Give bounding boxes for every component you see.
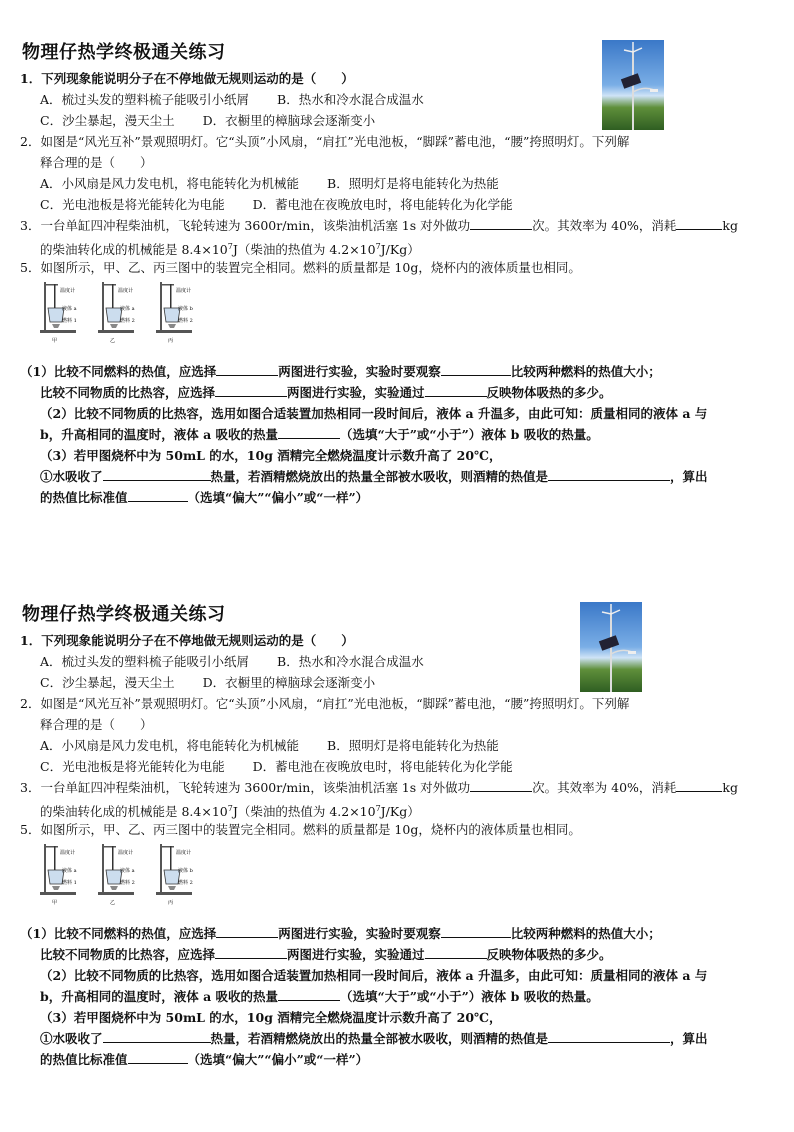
q2-options-cd <box>40 758 513 776</box>
answer-blank[interactable] <box>470 217 532 230</box>
apparatus-jia <box>40 844 77 906</box>
q1-stem: 1．下列现象能说明分子在不停地做无规则运动的是（ ） <box>20 633 354 648</box>
fuel-label: 燃料 1 <box>62 880 77 886</box>
q1-option-d: D．衣橱里的樟脑球会逐渐变小 <box>202 675 376 690</box>
q3-line1: 3．一台单缸四冲程柴油机，飞轮转速为 3600r/min，该柴油机活塞 1s 对外做功 次。其效率为 40%，消耗 kg <box>20 218 738 233</box>
liquid-label: 液体 a <box>62 306 77 312</box>
q1-option-c: C．沙尘暴起，漫天尘土 <box>40 113 175 128</box>
q2-option-a: A．小风扇是风力发电机，将电能转化为机械能 <box>40 738 300 753</box>
experiment-apparatus-figure <box>38 842 218 906</box>
thermometer-label: 温度计 <box>60 850 76 856</box>
answer-blank[interactable] <box>103 468 211 481</box>
q2-stem-line1: 2．如图是“风光互补”景观照明灯。它“头顶”小风扇，“肩扛”光电池板，“脚踩”蓄电池，“腰”挎照明灯。下列解 <box>20 696 630 711</box>
answer-blank[interactable] <box>425 384 487 397</box>
apparatus-bing <box>156 844 193 906</box>
q1-options-ab <box>40 91 424 109</box>
answer-blank[interactable] <box>548 1030 670 1043</box>
answer-blank[interactable] <box>215 384 287 397</box>
q1-stem: 1．下列现象能说明分子在不停地做无规则运动的是（ ） <box>20 71 354 86</box>
fuel-label: 燃料 2 <box>178 318 193 324</box>
answer-blank[interactable] <box>441 925 511 938</box>
q1-option-b: B．热水和冷水混合成温水 <box>277 654 424 669</box>
liquid-label: 液体 b <box>178 868 193 874</box>
figure-label-yi: 乙 <box>110 900 116 906</box>
q2-options-ab <box>40 175 499 193</box>
q1-options-cd <box>40 112 375 130</box>
answer-blank[interactable] <box>278 988 340 1001</box>
q2-stem-line2: 释合理的是（ ） <box>40 155 153 170</box>
street-lamp-photo <box>602 40 664 130</box>
page-title: 物理仔热学终极通关练习 <box>22 604 226 625</box>
answer-blank[interactable] <box>470 779 532 792</box>
q5-part3-line3: 的热值比标准值 （选填“偏大”“偏小”或“一样”） <box>40 490 369 505</box>
q5-part3-line2: ①水吸收了 热量，若酒精燃烧放出的热量全部被水吸收，则酒精的热值是 ，算出 <box>40 1031 708 1046</box>
q5-part3-line1: （3）若甲图烧杯中为 50mL 的水，10g 酒精完全燃烧温度计示数升高了 20℃， <box>40 1010 502 1025</box>
q5-part2-line1: （2）比较不同物质的比热容，选用如图合适装置加热相同一段时间后，液体 a 升温多，由此可知：质量相同的液体 a 与 <box>40 968 708 983</box>
q5-part3-line3: 的热值比标准值 （选填“偏大”“偏小”或“一样”） <box>40 1052 369 1067</box>
q2-option-a: A．小风扇是风力发电机，将电能转化为机械能 <box>40 176 300 191</box>
figure-label-bing: 丙 <box>168 338 174 344</box>
answer-blank[interactable] <box>216 363 278 376</box>
answer-blank[interactable] <box>676 779 722 792</box>
answer-blank[interactable] <box>278 426 340 439</box>
experiment-apparatus-figure <box>38 280 218 344</box>
q5-stem: 5．如图所示，甲、乙、丙三图中的装置完全相同。燃料的质量都是 10g，烧杯内的液体质量也相同。 <box>20 822 581 837</box>
liquid-label: 液体 a <box>62 868 77 874</box>
answer-blank[interactable] <box>215 946 287 959</box>
q2-options-cd <box>40 196 513 214</box>
worksheet-copy-2 <box>0 592 794 1132</box>
fuel-label: 燃料 2 <box>120 318 135 324</box>
figure-label-bing: 丙 <box>168 900 174 906</box>
apparatus-yi <box>98 282 135 344</box>
fuel-label: 燃料 2 <box>120 880 135 886</box>
q5-part2-line2: b，升高相同的温度时，液体 a 吸收的热量 （选填“大于”或“小于”）液体 b 吸收的热量。 <box>40 989 599 1004</box>
worksheet-copy-1 <box>0 30 794 570</box>
q5-part1-line2: 比较不同物质的比热容，应选择 两图进行实验，实验通过 反映物体吸热的多少。 <box>40 947 612 962</box>
q5-part3-line1: （3）若甲图烧杯中为 50mL 的水，10g 酒精完全燃烧温度计示数升高了 20℃， <box>40 448 502 463</box>
thermometer-label: 温度计 <box>60 288 76 294</box>
q2-option-d: D．蓄电池在夜晚放电时，将电能转化为化学能 <box>252 759 513 774</box>
q5-part1-line2: 比较不同物质的比热容，应选择 两图进行实验，实验通过 反映物体吸热的多少。 <box>40 385 612 400</box>
q3-line2: 的柴油转化成的机械能是 $8.4\times 10^7J$（柴油的热值为 $4.2\times 10^7J/Kg$） <box>40 242 420 258</box>
answer-blank[interactable] <box>128 489 188 502</box>
q5-part3-line2: ①水吸收了 热量，若酒精燃烧放出的热量全部被水吸收，则酒精的热值是 ，算出 <box>40 469 708 484</box>
q2-stem-line1: 2．如图是“风光互补”景观照明灯。它“头顶”小风扇，“肩扛”光电池板，“脚踩”蓄电池，“腰”挎照明灯。下列解 <box>20 134 630 149</box>
q3-line1: 3．一台单缸四冲程柴油机，飞轮转速为 3600r/min，该柴油机活塞 1s 对外做功 次。其效率为 40%，消耗 kg <box>20 780 738 795</box>
q1-option-d: D．衣橱里的樟脑球会逐渐变小 <box>202 113 376 128</box>
q1-options-cd <box>40 674 375 692</box>
answer-blank[interactable] <box>441 363 511 376</box>
thermometer-label: 温度计 <box>118 288 134 294</box>
answer-blank[interactable] <box>216 925 278 938</box>
answer-blank[interactable] <box>128 1051 188 1064</box>
apparatus-jia <box>40 282 77 344</box>
answer-blank[interactable] <box>425 946 487 959</box>
fuel-label: 燃料 2 <box>178 880 193 886</box>
q2-option-c: C．光电池板是将光能转化为电能 <box>40 759 225 774</box>
q2-options-ab <box>40 737 499 755</box>
q2-stem-line2: 释合理的是（ ） <box>40 717 153 732</box>
q5-part1-line1: （1）比较不同燃料的热值，应选择 两图进行实验，实验时要观察 比较两种燃料的热值大小； <box>20 926 661 941</box>
figure-label-jia: 甲 <box>52 900 58 906</box>
q5-part2-line2: b，升高相同的温度时，液体 a 吸收的热量 （选填“大于”或“小于”）液体 b 吸收的热量。 <box>40 427 599 442</box>
q2-option-b: B．照明灯是将电能转化为热能 <box>327 176 499 191</box>
liquid-label: 液体 a <box>120 868 135 874</box>
q2-option-d: D．蓄电池在夜晚放电时，将电能转化为化学能 <box>252 197 513 212</box>
answer-blank[interactable] <box>103 1030 211 1043</box>
q5-stem: 5．如图所示，甲、乙、丙三图中的装置完全相同。燃料的质量都是 10g，烧杯内的液体质量也相同。 <box>20 260 581 275</box>
apparatus-yi <box>98 844 135 906</box>
q5-part1-line1: （1）比较不同燃料的热值，应选择 两图进行实验，实验时要观察 比较两种燃料的热值大小； <box>20 364 661 379</box>
thermometer-label: 温度计 <box>176 850 192 856</box>
street-lamp-photo <box>580 602 642 692</box>
q1-option-b: B．热水和冷水混合成温水 <box>277 92 424 107</box>
q1-option-c: C．沙尘暴起，漫天尘土 <box>40 675 175 690</box>
answer-blank[interactable] <box>548 468 670 481</box>
q2-option-c: C．光电池板是将光能转化为电能 <box>40 197 225 212</box>
liquid-label: 液体 b <box>178 306 193 312</box>
figure-label-jia: 甲 <box>52 338 58 344</box>
q3-line2: 的柴油转化成的机械能是 $8.4\times 10^7J$（柴油的热值为 $4.2\times 10^7J/Kg$） <box>40 804 420 820</box>
q1-option-a: A．梳过头发的塑料梳子能吸引小纸屑 <box>40 92 250 107</box>
answer-blank[interactable] <box>676 217 722 230</box>
page-title: 物理仔热学终极通关练习 <box>22 42 226 63</box>
fuel-label: 燃料 1 <box>62 318 77 324</box>
thermometer-label: 温度计 <box>176 288 192 294</box>
figure-label-yi: 乙 <box>110 338 116 344</box>
thermometer-label: 温度计 <box>118 850 134 856</box>
q1-option-a: A．梳过头发的塑料梳子能吸引小纸屑 <box>40 654 250 669</box>
liquid-label: 液体 a <box>120 306 135 312</box>
q1-options-ab <box>40 653 424 671</box>
q2-option-b: B．照明灯是将电能转化为热能 <box>327 738 499 753</box>
q5-part2-line1: （2）比较不同物质的比热容，选用如图合适装置加热相同一段时间后，液体 a 升温多，由此可知：质量相同的液体 a 与 <box>40 406 708 421</box>
apparatus-bing <box>156 282 193 344</box>
